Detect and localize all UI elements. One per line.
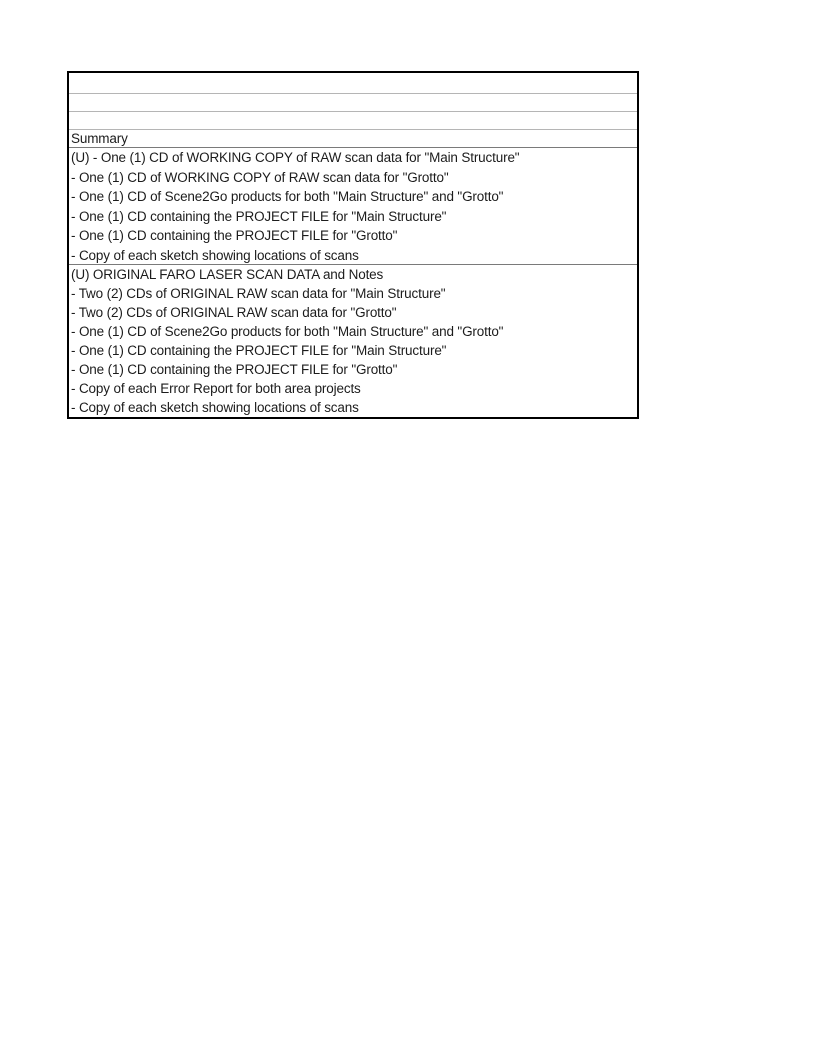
summary-table [67,71,639,419]
empty-row-1 [69,73,637,94]
section-line: - Two (2) CDs of ORIGINAL RAW scan data for "Grotto" [71,305,397,320]
summary-label: Summary [71,131,128,146]
working-copy-section [69,148,637,265]
section-line: - One (1) CD containing the PROJECT FILE for "Main Structure" [71,343,447,358]
summary-header-row [69,130,637,148]
section-line: - One (1) CD of Scene2Go products for both "Main Structure" and "Grotto" [71,189,504,204]
section-line: (U) ORIGINAL FARO LASER SCAN DATA and Notes [71,267,384,282]
section-line: - One (1) CD containing the PROJECT FILE for "Main Structure" [71,208,447,224]
section-line: - One (1) CD of Scene2Go products for both "Main Structure" and "Grotto" [71,324,504,339]
section-line: (U) - One (1) CD of WORKING COPY of RAW scan data for "Main Structure" [71,150,520,165]
section-line: - Two (2) CDs of ORIGINAL RAW scan data for "Main Structure" [71,286,446,301]
empty-row-2 [69,94,637,112]
original-data-section [69,265,637,417]
section-line: - Copy of each sketch showing locations of scans [71,247,359,263]
empty-row-3 [69,112,637,130]
section-line: - One (1) CD of WORKING COPY of RAW scan data for "Grotto" [71,169,449,185]
section-line: - Copy of each sketch showing locations of scans [71,400,359,415]
section-line: - One (1) CD containing the PROJECT FILE for "Grotto" [71,228,398,243]
section-line: - One (1) CD containing the PROJECT FILE for "Grotto" [71,362,398,377]
section-line: - Copy of each Error Report for both area projects [71,381,361,396]
